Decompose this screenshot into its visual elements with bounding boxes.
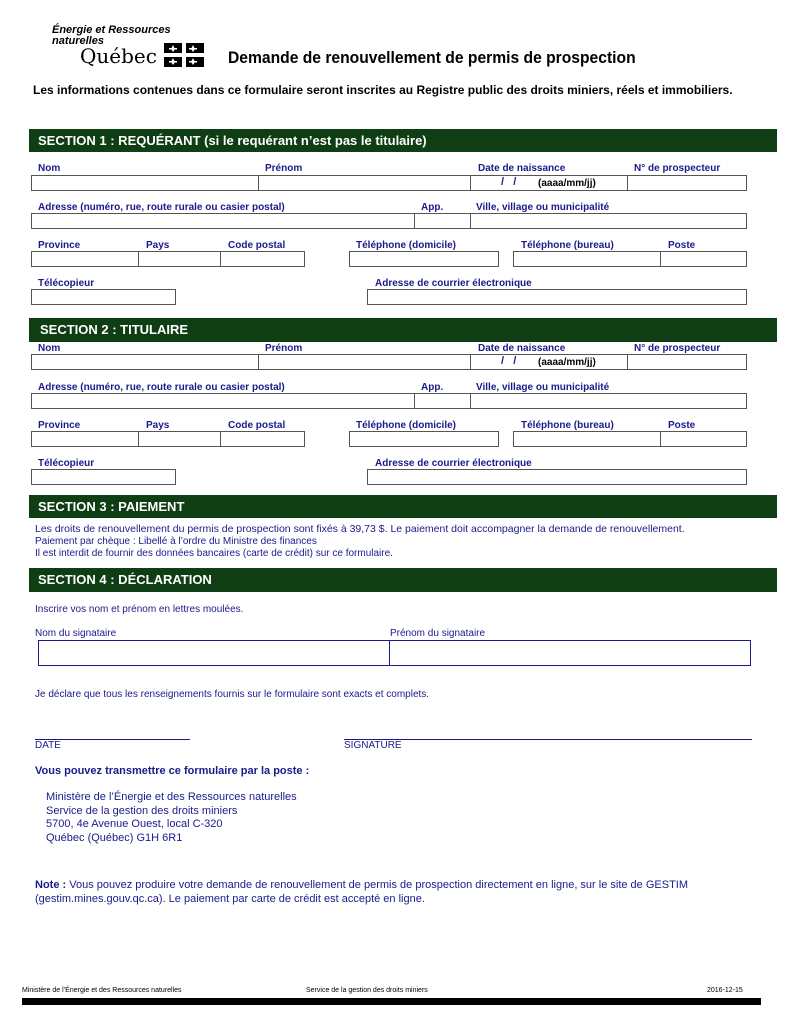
poste-field[interactable] <box>660 431 747 447</box>
footer-left: Ministère de l’Énergie et des Ressources naturelles <box>22 987 182 994</box>
payment-fee-text: Les droits de renouvellement du permis de prospection sont fixés à 39,73 $. Le paiement doit accompagner la demande de renouvellement. <box>35 523 685 535</box>
footer-right: 2016-12-15 <box>707 987 743 994</box>
note-text-2: (gestim.mines.gouv.qc.ca). Le paiement par carte de crédit est accepté en ligne. <box>35 893 425 905</box>
province-field[interactable] <box>31 431 139 447</box>
app-field[interactable] <box>414 213 471 229</box>
mail-heading: Vous pouvez transmettre ce formulaire par la poste : <box>35 765 310 777</box>
date-slashes: / / <box>501 355 517 367</box>
label-pays: Pays <box>146 420 170 431</box>
nom-signataire-field[interactable] <box>38 640 390 666</box>
label-date-naissance: Date de naissance <box>478 163 566 174</box>
label-ville: Ville, village ou municipalité <box>476 202 610 213</box>
prenom-field[interactable] <box>258 175 471 191</box>
prenom-field[interactable] <box>258 354 471 370</box>
label-telecopieur: Télécopieur <box>38 458 95 469</box>
block-letters-instruction: Inscrire vos nom et prénom en lettres moulées. <box>35 604 244 615</box>
note-text-1: Vous pouvez produire votre demande de renouvellement de permis de prospection directement en ligne, sur le site de GESTIM <box>66 879 689 891</box>
label-no-prospecteur: N° de prospecteur <box>634 343 721 354</box>
label-date-naissance: Date de naissance <box>478 343 566 354</box>
pays-field[interactable] <box>138 431 221 447</box>
adresse-field[interactable] <box>31 213 415 229</box>
poste-field[interactable] <box>660 251 747 267</box>
label-app: App. <box>421 382 444 393</box>
label-prenom: Prénom <box>265 343 303 354</box>
footer-rule <box>22 998 761 1005</box>
label-no-prospecteur: N° de prospecteur <box>634 163 721 174</box>
pays-field[interactable] <box>138 251 221 267</box>
label-poste: Poste <box>668 420 696 431</box>
label-poste: Poste <box>668 240 696 251</box>
address-line-3: 5700, 4e Avenue Ouest, local C-320 <box>46 818 223 830</box>
ville-field[interactable] <box>470 213 747 229</box>
address-line-4: Québec (Québec) G1H 6R1 <box>46 832 183 844</box>
label-code-postal: Code postal <box>228 240 286 251</box>
province-field[interactable] <box>31 251 139 267</box>
date-naissance-field[interactable] <box>470 354 628 370</box>
label-nom: Nom <box>38 163 61 174</box>
signature-line[interactable] <box>344 739 752 740</box>
address-line-1: Ministère de l’Énergie et des Ressources naturelles <box>46 791 297 803</box>
ville-field[interactable] <box>470 393 747 409</box>
label-courriel: Adresse de courrier électronique <box>375 458 532 469</box>
label-tel-domicile: Téléphone (domicile) <box>356 240 457 251</box>
no-prospecteur-field[interactable] <box>627 354 747 370</box>
label-adresse: Adresse (numéro, rue, route rurale ou casier postal) <box>38 382 285 393</box>
date-naissance-field[interactable] <box>470 175 628 191</box>
label-ville: Ville, village ou municipalité <box>476 382 610 393</box>
code-postal-field[interactable] <box>220 251 305 267</box>
tel-bureau-field[interactable] <box>513 251 661 267</box>
date-format-hint: (aaaa/mm/jj) <box>538 178 596 189</box>
address-line-2: Service de la gestion des droits miniers <box>46 805 238 817</box>
note-label: Note : <box>35 879 67 891</box>
section-2-header: SECTION 2 : TITULAIRE <box>29 318 777 342</box>
page-title: Demande de renouvellement de permis de prospection <box>228 48 636 67</box>
fleur-de-lis-flag-icon <box>164 43 204 67</box>
telecopieur-field[interactable] <box>31 289 176 305</box>
app-field[interactable] <box>414 393 471 409</box>
section-3-header: SECTION 3 : PAIEMENT <box>29 495 777 518</box>
label-tel-bureau: Téléphone (bureau) <box>521 240 614 251</box>
date-slashes: / / <box>501 176 517 188</box>
section-1-header: SECTION 1 : REQUÉRANT (si le requérant n’est pas le titulaire) <box>29 129 777 152</box>
label-prenom-signataire: Prénom du signataire <box>390 628 486 639</box>
nom-field[interactable] <box>31 354 259 370</box>
label-prenom: Prénom <box>265 163 303 174</box>
label-date: DATE <box>35 740 61 751</box>
label-signature: SIGNATURE <box>344 740 402 751</box>
label-courriel: Adresse de courrier électronique <box>375 278 532 289</box>
payment-cheque-text: Paiement par chèque : Libellé à l’ordre du Ministre des finances <box>35 536 317 547</box>
label-code-postal: Code postal <box>228 420 286 431</box>
adresse-field[interactable] <box>31 393 415 409</box>
tel-domicile-field[interactable] <box>349 431 499 447</box>
code-postal-field[interactable] <box>220 431 305 447</box>
label-telecopieur: Télécopieur <box>38 278 95 289</box>
label-province: Province <box>38 420 81 431</box>
label-province: Province <box>38 240 81 251</box>
prenom-signataire-field[interactable] <box>389 640 751 666</box>
label-nom: Nom <box>38 343 61 354</box>
label-tel-bureau: Téléphone (bureau) <box>521 420 614 431</box>
nom-field[interactable] <box>31 175 259 191</box>
label-tel-domicile: Téléphone (domicile) <box>356 420 457 431</box>
tel-domicile-field[interactable] <box>349 251 499 267</box>
courriel-field[interactable] <box>367 289 747 305</box>
payment-warning-text: Il est interdit de fournir des données bancaires (carte de crédit) sur ce formulaire. <box>35 548 393 559</box>
label-adresse: Adresse (numéro, rue, route rurale ou casier postal) <box>38 202 285 213</box>
footer-center: Service de la gestion des droits miniers <box>306 987 428 994</box>
courriel-field[interactable] <box>367 469 747 485</box>
section-4-header: SECTION 4 : DÉCLARATION <box>29 568 777 592</box>
logo-line1: Énergie et Ressources <box>52 24 171 36</box>
telecopieur-field[interactable] <box>31 469 176 485</box>
date-format-hint: (aaaa/mm/jj) <box>538 357 596 368</box>
no-prospecteur-field[interactable] <box>627 175 747 191</box>
online-note <box>35 879 688 891</box>
intro-text: Les informations contenues dans ce formulaire seront inscrites au Registre public des droits miniers, réels et immobiliers. <box>33 83 733 97</box>
tel-bureau-field[interactable] <box>513 431 661 447</box>
label-pays: Pays <box>146 240 170 251</box>
declaration-text: Je déclare que tous les renseignements fournis sur le formulaire sont exacts et complets. <box>35 689 430 700</box>
label-nom-signataire: Nom du signataire <box>35 628 117 639</box>
logo-wordmark: Québec <box>80 44 157 68</box>
logo-line2: naturelles <box>52 35 104 47</box>
label-app: App. <box>421 202 444 213</box>
